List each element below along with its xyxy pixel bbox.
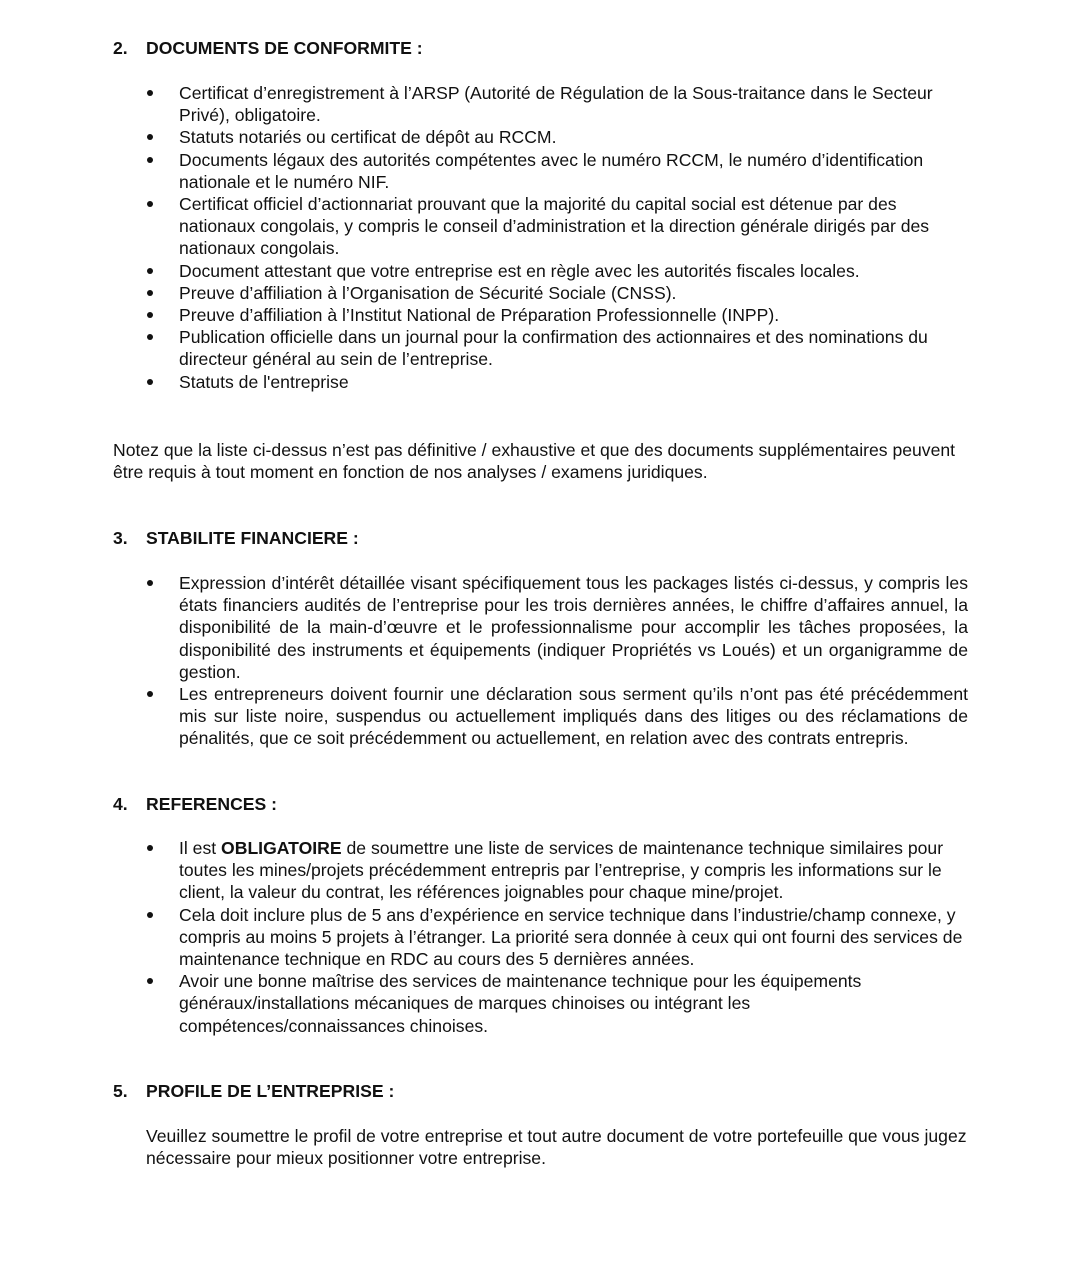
list-item-text: Certificat d’enregistrement à l’ARSP (Autorité de Régulation de la Sous-traitance dans le Secteur Privé), obligatoire. xyxy=(179,83,933,126)
section-title: PROFILE DE L’ENTREPRISE : xyxy=(146,1081,395,1101)
section-heading-references xyxy=(113,793,277,815)
bullet-icon xyxy=(147,134,153,140)
bullet-icon xyxy=(147,201,153,207)
bullet-icon xyxy=(147,157,153,163)
list-item-text: Il est OBLIGATOIRE de soumettre une liste de services de maintenance technique similaires pour toutes les mines/projets précédemment entrepris par l’entreprise, y compris les informations sur le client, la valeur du contrat, les références joignables pour chaque mine/projet. xyxy=(179,838,944,903)
bullet-icon xyxy=(147,580,153,586)
compliance-documents-list xyxy=(113,82,968,393)
bullet-icon xyxy=(147,978,153,984)
bullet-icon xyxy=(147,312,153,318)
list-item xyxy=(113,193,968,260)
list-item-text: Statuts notariés ou certificat de dépôt au RCCM. xyxy=(179,127,557,148)
section-number: 3. xyxy=(113,528,128,548)
disclaimer-note: Notez que la liste ci-dessus n’est pas définitive / exhaustive et que des documents supplémentaires peuvent être requis à tout moment en fonction de nos analyses / examens juridiques. xyxy=(113,440,956,483)
list-item xyxy=(113,572,968,683)
bullet-icon xyxy=(147,845,153,851)
list-item-text: Preuve d’affiliation à l’Institut National de Préparation Professionnelle (INPP). xyxy=(179,305,780,326)
section-heading-profile-entreprise xyxy=(113,1080,394,1102)
obligatoire-emphasis: OBLIGATOIRE xyxy=(221,838,342,858)
bullet-icon xyxy=(147,90,153,96)
list-item xyxy=(113,970,968,1037)
list-item xyxy=(113,326,968,370)
list-item xyxy=(113,837,968,904)
list-item xyxy=(113,126,968,148)
list-item-text: Cela doit inclure plus de 5 ans d’expérience en service technique dans l’industrie/champ connexe, y compris au moins 5 projets à l’étranger. La priorité sera donnée à ceux qui ont fourni des services de maintenance technique en RDC au cours des 5 dernières années. xyxy=(179,904,963,970)
financial-stability-list xyxy=(113,572,968,750)
company-profile-text: Veuillez soumettre le profil de votre entreprise et tout autre document de votre portefeuille que vous jugez nécessaire pour mieux positionner votre entreprise. xyxy=(146,1126,967,1169)
bullet-icon xyxy=(147,268,153,274)
list-item-text: Les entrepreneurs doivent fournir une déclaration sous serment qu’ils n’ont pas été précédemment mis sur liste noire, suspendus ou actuellement impliqués dans des litiges ou des réclamations de pénalités, que ce soit précédemment ou actuellement, en relation avec des contrats entrepris. xyxy=(179,684,968,749)
references-list xyxy=(113,837,968,1037)
list-item-text: Preuve d’affiliation à l’Organisation de Sécurité Sociale (CNSS). xyxy=(179,282,677,303)
list-item-text: Publication officielle dans un journal pour la confirmation des actionnaires et des nominations du directeur général au sein de l’entreprise. xyxy=(179,327,928,370)
section-number: 4. xyxy=(113,794,128,814)
section-title: DOCUMENTS DE CONFORMITE : xyxy=(146,38,423,58)
bullet-icon xyxy=(147,290,153,296)
section-heading-stabilite-financiere xyxy=(113,527,359,549)
bullet-icon xyxy=(147,334,153,340)
list-item xyxy=(113,260,968,282)
bullet-icon xyxy=(147,379,153,385)
list-item-text: Avoir une bonne maîtrise des services de maintenance technique pour les équipements généraux/installations mécaniques de marques chinoises ou intégrant les compétences/connaissances chinoises. xyxy=(179,971,862,1036)
list-item xyxy=(113,82,968,126)
section-title: REFERENCES : xyxy=(146,794,277,814)
list-item-text: Document attestant que votre entreprise est en règle avec les autorités fiscales locales. xyxy=(179,260,860,281)
list-item-text: Documents légaux des autorités compétentes avec le numéro RCCM, le numéro d’identification nationale et le numéro NIF. xyxy=(179,149,924,192)
list-item-text: Expression d’intérêt détaillée visant spécifiquement tous les packages listés ci-dessus, y compris les états financiers audités de l’entreprise pour les trois dernières années, le chiffre d’affaires annuel, la disponibilité de la main-d’œuvre et le professionnalisme pour accomplir les tâches proposées, la disponibilité des instruments et équipements (indiquer Propriétés vs Loués) et un organigramme de gestion. xyxy=(179,573,968,682)
list-item xyxy=(113,904,968,971)
list-item xyxy=(113,683,968,750)
list-item xyxy=(113,282,968,304)
section-title: STABILITE FINANCIERE : xyxy=(146,528,359,548)
list-item xyxy=(113,304,968,326)
section-number: 2. xyxy=(113,38,128,58)
bullet-icon xyxy=(147,912,153,918)
list-item-text: Certificat officiel d’actionnariat prouvant que la majorité du capital social est détenue par des nationaux congolais, y compris le conseil d’administration et la direction générale dirigés par des nationaux congolais. xyxy=(179,194,930,259)
list-item-text: Statuts de l'entreprise xyxy=(179,371,349,392)
bullet-icon xyxy=(147,691,153,697)
section-heading-documents-conformite xyxy=(113,37,423,59)
list-item xyxy=(113,149,968,193)
section-number: 5. xyxy=(113,1081,128,1101)
list-item xyxy=(113,371,968,393)
